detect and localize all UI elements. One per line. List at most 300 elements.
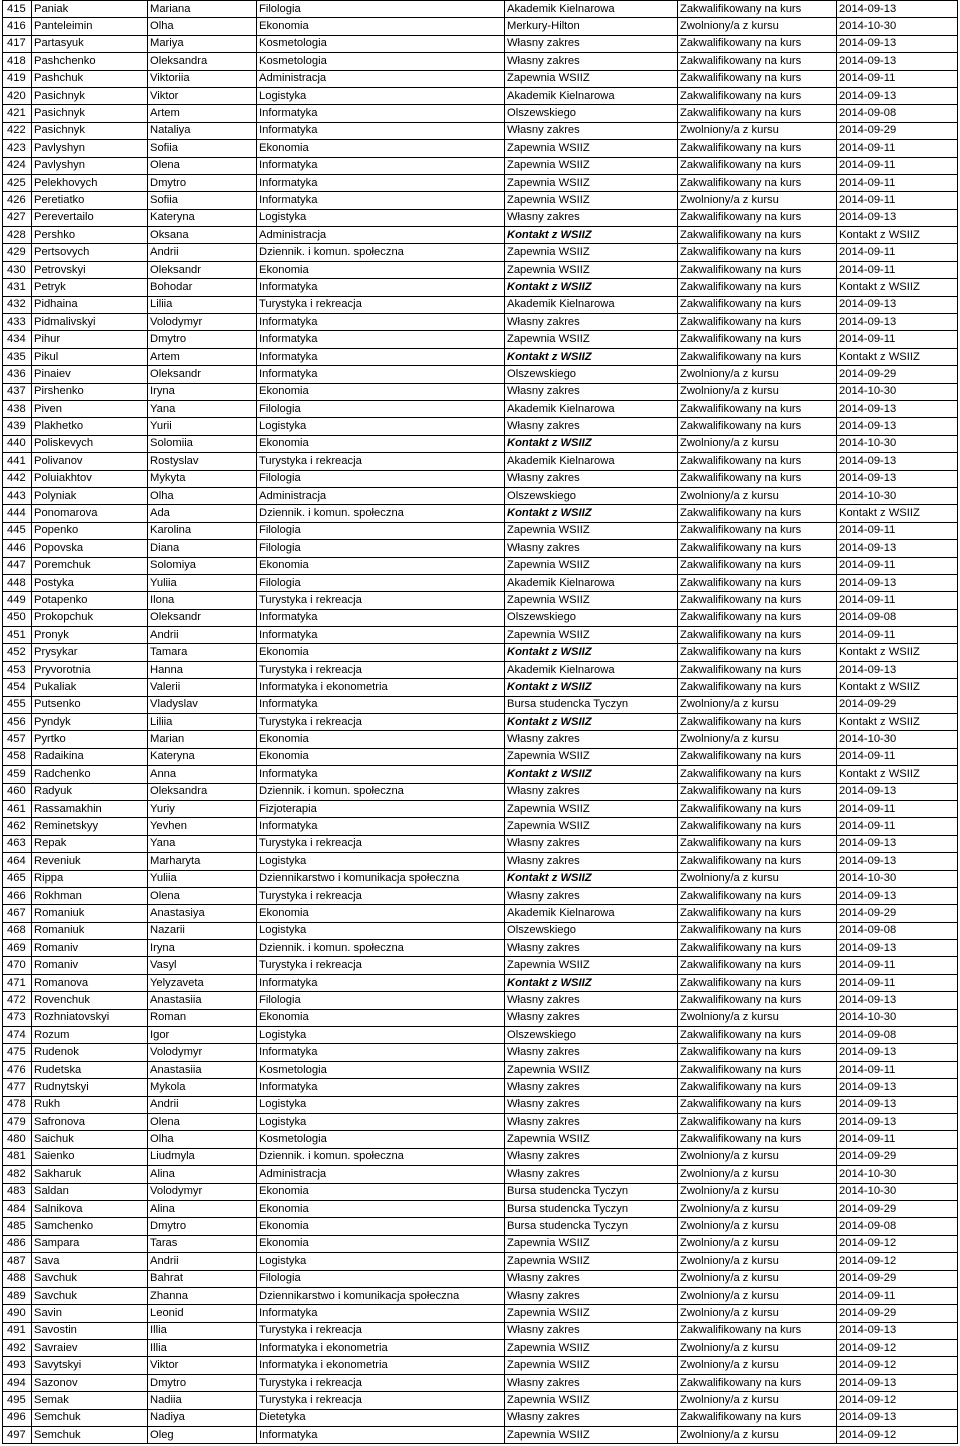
first-name-cell: Volodymyr — [148, 314, 257, 331]
table-row — [3, 522, 958, 539]
first-name-cell: Oksana — [148, 227, 257, 244]
table-row — [3, 1409, 958, 1426]
row-number-cell: 479 — [3, 1114, 32, 1131]
accommodation-cell: Własny zakres — [505, 35, 678, 52]
field-of-study-cell: Informatyka — [257, 818, 505, 835]
row-number-cell: 440 — [3, 435, 32, 452]
field-of-study-cell: Logistyka — [257, 922, 505, 939]
accommodation-cell: Akademik Kielnarowa — [505, 296, 678, 313]
field-of-study-cell: Ekonomia — [257, 1200, 505, 1217]
status-cell: Zwolniony/a z kursu — [678, 1235, 837, 1252]
table-row — [3, 192, 958, 209]
table-row — [3, 53, 958, 70]
last-name-cell: Sava — [32, 1253, 148, 1270]
date-cell: 2014-10-30 — [837, 731, 958, 748]
last-name-cell: Poluiakhtov — [32, 470, 148, 487]
last-name-cell: Pyrtko — [32, 731, 148, 748]
field-of-study-cell: Ekonomia — [257, 1235, 505, 1252]
first-name-cell: Viktor — [148, 1357, 257, 1374]
row-number-cell: 464 — [3, 853, 32, 870]
status-cell: Zakwalifikowany na kurs — [678, 174, 837, 191]
accommodation-cell: Zapewnia WSIIZ — [505, 1131, 678, 1148]
status-cell: Zakwalifikowany na kurs — [678, 348, 837, 365]
accommodation-cell: Zapewnia WSIIZ — [505, 748, 678, 765]
table-row — [3, 348, 958, 365]
accommodation-cell: Zapewnia WSIIZ — [505, 557, 678, 574]
first-name-cell: Yuriy — [148, 800, 257, 817]
last-name-cell: Pelekhovych — [32, 174, 148, 191]
accommodation-cell: Własny zakres — [505, 540, 678, 557]
date-cell: 2014-09-29 — [837, 1148, 958, 1165]
table-row — [3, 1270, 958, 1287]
row-number-cell: 424 — [3, 157, 32, 174]
row-number-cell: 433 — [3, 314, 32, 331]
status-cell: Zakwalifikowany na kurs — [678, 418, 837, 435]
date-cell: 2014-09-08 — [837, 609, 958, 626]
accommodation-cell: Zapewnia WSIIZ — [505, 261, 678, 278]
table-row — [3, 70, 958, 87]
first-name-cell: Vladyslav — [148, 696, 257, 713]
field-of-study-cell: Turystyka i rekreacja — [257, 1392, 505, 1409]
status-cell: Zakwalifikowany na kurs — [678, 818, 837, 835]
last-name-cell: Pashchuk — [32, 70, 148, 87]
last-name-cell: Radyuk — [32, 783, 148, 800]
field-of-study-cell: Administracja — [257, 1166, 505, 1183]
field-of-study-cell: Dziennik. i komun. społeczna — [257, 505, 505, 522]
last-name-cell: Rozum — [32, 1027, 148, 1044]
status-cell: Zwolniony/a z kursu — [678, 122, 837, 139]
table-row — [3, 227, 958, 244]
status-cell: Zakwalifikowany na kurs — [678, 1096, 837, 1113]
accommodation-cell: Akademik Kielnarowa — [505, 905, 678, 922]
first-name-cell: Nataliya — [148, 122, 257, 139]
last-name-cell: Pavlyshyn — [32, 140, 148, 157]
row-number-cell: 430 — [3, 261, 32, 278]
status-cell: Zakwalifikowany na kurs — [678, 783, 837, 800]
date-cell: 2014-09-13 — [837, 314, 958, 331]
row-number-cell: 423 — [3, 140, 32, 157]
field-of-study-cell: Ekonomia — [257, 1218, 505, 1235]
first-name-cell: Kateryna — [148, 748, 257, 765]
date-cell: 2014-10-30 — [837, 383, 958, 400]
field-of-study-cell: Logistyka — [257, 1253, 505, 1270]
accommodation-cell: Własny zakres — [505, 1044, 678, 1061]
first-name-cell: Dmytro — [148, 331, 257, 348]
status-cell: Zakwalifikowany na kurs — [678, 70, 837, 87]
row-number-cell: 494 — [3, 1374, 32, 1391]
date-cell: 2014-10-30 — [837, 487, 958, 504]
row-number-cell: 453 — [3, 661, 32, 678]
field-of-study-cell: Informatyka i ekonometria — [257, 679, 505, 696]
first-name-cell: Solomiia — [148, 435, 257, 452]
first-name-cell: Olena — [148, 887, 257, 904]
accommodation-cell: Własny zakres — [505, 1374, 678, 1391]
status-cell: Zakwalifikowany na kurs — [678, 227, 837, 244]
status-cell: Zakwalifikowany na kurs — [678, 296, 837, 313]
row-number-cell: 437 — [3, 383, 32, 400]
first-name-cell: Andrii — [148, 627, 257, 644]
accommodation-cell: Akademik Kielnarowa — [505, 1, 678, 18]
first-name-cell: Olha — [148, 1131, 257, 1148]
date-cell: 2014-09-13 — [837, 1096, 958, 1113]
accommodation-cell: Własny zakres — [505, 470, 678, 487]
first-name-cell: Marharyta — [148, 853, 257, 870]
status-cell: Zakwalifikowany na kurs — [678, 800, 837, 817]
table-row — [3, 1131, 958, 1148]
status-cell: Zakwalifikowany na kurs — [678, 505, 837, 522]
first-name-cell: Rostyslav — [148, 453, 257, 470]
last-name-cell: Reminetskyy — [32, 818, 148, 835]
field-of-study-cell: Dziennik. i komun. społeczna — [257, 940, 505, 957]
row-number-cell: 417 — [3, 35, 32, 52]
date-cell: 2014-09-13 — [837, 940, 958, 957]
row-number-cell: 490 — [3, 1305, 32, 1322]
first-name-cell: Bohodar — [148, 279, 257, 296]
last-name-cell: Radaikina — [32, 748, 148, 765]
field-of-study-cell: Filologia — [257, 540, 505, 557]
date-cell: 2014-09-11 — [837, 800, 958, 817]
field-of-study-cell: Informatyka — [257, 1079, 505, 1096]
first-name-cell: Olena — [148, 1114, 257, 1131]
status-cell: Zwolniony/a z kursu — [678, 1357, 837, 1374]
table-row — [3, 314, 958, 331]
field-of-study-cell: Fizjoterapia — [257, 800, 505, 817]
accommodation-cell: Zapewnia WSIIZ — [505, 1253, 678, 1270]
date-cell: 2014-09-13 — [837, 887, 958, 904]
first-name-cell: Liliia — [148, 714, 257, 731]
status-cell: Zakwalifikowany na kurs — [678, 644, 837, 661]
first-name-cell: Marian — [148, 731, 257, 748]
first-name-cell: Alina — [148, 1166, 257, 1183]
table-row — [3, 835, 958, 852]
first-name-cell: Tamara — [148, 644, 257, 661]
field-of-study-cell: Logistyka — [257, 853, 505, 870]
accommodation-cell: Własny zakres — [505, 418, 678, 435]
first-name-cell: Dmytro — [148, 1374, 257, 1391]
row-number-cell: 487 — [3, 1253, 32, 1270]
status-cell: Zwolniony/a z kursu — [678, 366, 837, 383]
accommodation-cell: Własny zakres — [505, 1114, 678, 1131]
first-name-cell: Liudmyla — [148, 1148, 257, 1165]
accommodation-cell: Zapewnia WSIIZ — [505, 331, 678, 348]
table-row — [3, 1357, 958, 1374]
row-number-cell: 416 — [3, 18, 32, 35]
last-name-cell: Rippa — [32, 870, 148, 887]
last-name-cell: Pyndyk — [32, 714, 148, 731]
field-of-study-cell: Informatyka — [257, 766, 505, 783]
last-name-cell: Rudetska — [32, 1061, 148, 1078]
status-cell: Zakwalifikowany na kurs — [678, 157, 837, 174]
status-cell: Zakwalifikowany na kurs — [678, 557, 837, 574]
first-name-cell: Iryna — [148, 383, 257, 400]
status-cell: Zwolniony/a z kursu — [678, 1253, 837, 1270]
date-cell: 2014-09-11 — [837, 140, 958, 157]
table-row — [3, 940, 958, 957]
accommodation-cell: Własny zakres — [505, 853, 678, 870]
row-number-cell: 492 — [3, 1340, 32, 1357]
last-name-cell: Pikul — [32, 348, 148, 365]
field-of-study-cell: Turystyka i rekreacja — [257, 453, 505, 470]
first-name-cell: Dmytro — [148, 1218, 257, 1235]
accommodation-cell: Bursa studencka Tyczyn — [505, 696, 678, 713]
status-cell: Zakwalifikowany na kurs — [678, 974, 837, 991]
date-cell: 2014-09-13 — [837, 835, 958, 852]
date-cell: Kontakt z WSIIZ — [837, 505, 958, 522]
status-cell: Zakwalifikowany na kurs — [678, 992, 837, 1009]
table-row — [3, 418, 958, 435]
first-name-cell: Alina — [148, 1200, 257, 1217]
table-row — [3, 592, 958, 609]
accommodation-cell: Zapewnia WSIIZ — [505, 1392, 678, 1409]
last-name-cell: Rassamakhin — [32, 800, 148, 817]
status-cell: Zwolniony/a z kursu — [678, 435, 837, 452]
last-name-cell: Partasyuk — [32, 35, 148, 52]
table-row — [3, 1061, 958, 1078]
last-name-cell: Samchenko — [32, 1218, 148, 1235]
field-of-study-cell: Ekonomia — [257, 731, 505, 748]
date-cell: 2014-09-13 — [837, 540, 958, 557]
status-cell: Zwolniony/a z kursu — [678, 1305, 837, 1322]
date-cell: 2014-09-11 — [837, 1061, 958, 1078]
field-of-study-cell: Filologia — [257, 1270, 505, 1287]
date-cell: Kontakt z WSIIZ — [837, 227, 958, 244]
status-cell: Zwolniony/a z kursu — [678, 1287, 837, 1304]
accommodation-cell: Akademik Kielnarowa — [505, 574, 678, 591]
first-name-cell: Yelyzaveta — [148, 974, 257, 991]
date-cell: 2014-09-29 — [837, 696, 958, 713]
status-cell: Zakwalifikowany na kurs — [678, 279, 837, 296]
first-name-cell: Yana — [148, 835, 257, 852]
status-cell: Zakwalifikowany na kurs — [678, 661, 837, 678]
field-of-study-cell: Informatyka — [257, 627, 505, 644]
accommodation-cell: Zapewnia WSIIZ — [505, 1340, 678, 1357]
field-of-study-cell: Ekonomia — [257, 748, 505, 765]
row-number-cell: 497 — [3, 1427, 32, 1444]
row-number-cell: 458 — [3, 748, 32, 765]
table-row — [3, 1009, 958, 1026]
date-cell: 2014-10-30 — [837, 1166, 958, 1183]
field-of-study-cell: Ekonomia — [257, 1183, 505, 1200]
row-number-cell: 489 — [3, 1287, 32, 1304]
table-row — [3, 1305, 958, 1322]
table-row — [3, 905, 958, 922]
row-number-cell: 427 — [3, 209, 32, 226]
accommodation-cell: Zapewnia WSIIZ — [505, 627, 678, 644]
date-cell: 2014-09-08 — [837, 1027, 958, 1044]
date-cell: 2014-09-11 — [837, 331, 958, 348]
accommodation-cell: Zapewnia WSIIZ — [505, 957, 678, 974]
date-cell: 2014-09-11 — [837, 70, 958, 87]
field-of-study-cell: Turystyka i rekreacja — [257, 957, 505, 974]
table-row — [3, 453, 958, 470]
last-name-cell: Romaniuk — [32, 905, 148, 922]
field-of-study-cell: Dziennikarstwo i komunikacja społeczna — [257, 870, 505, 887]
field-of-study-cell: Informatyka — [257, 157, 505, 174]
last-name-cell: Semchuk — [32, 1427, 148, 1444]
first-name-cell: Bahrat — [148, 1270, 257, 1287]
field-of-study-cell: Informatyka i ekonometria — [257, 1340, 505, 1357]
table-row — [3, 992, 958, 1009]
row-number-cell: 431 — [3, 279, 32, 296]
table-row — [3, 35, 958, 52]
table-row — [3, 366, 958, 383]
last-name-cell: Rozhniatovskyi — [32, 1009, 148, 1026]
table-row — [3, 244, 958, 261]
date-cell: 2014-09-13 — [837, 1, 958, 18]
date-cell: 2014-09-13 — [837, 783, 958, 800]
table-row — [3, 853, 958, 870]
row-number-cell: 468 — [3, 922, 32, 939]
date-cell: 2014-09-08 — [837, 105, 958, 122]
table-row — [3, 1166, 958, 1183]
field-of-study-cell: Informatyka — [257, 105, 505, 122]
field-of-study-cell: Kosmetologia — [257, 1131, 505, 1148]
first-name-cell: Viktoriia — [148, 70, 257, 87]
first-name-cell: Taras — [148, 1235, 257, 1252]
last-name-cell: Popenko — [32, 522, 148, 539]
last-name-cell: Romanova — [32, 974, 148, 991]
date-cell: 2014-09-29 — [837, 905, 958, 922]
first-name-cell: Hanna — [148, 661, 257, 678]
last-name-cell: Pidmalivskyi — [32, 314, 148, 331]
last-name-cell: Paniak — [32, 1, 148, 18]
status-cell: Zakwalifikowany na kurs — [678, 627, 837, 644]
row-number-cell: 442 — [3, 470, 32, 487]
first-name-cell: Oleksandr — [148, 609, 257, 626]
status-cell: Zwolniony/a z kursu — [678, 1200, 837, 1217]
status-cell: Zakwalifikowany na kurs — [678, 1, 837, 18]
status-cell: Zakwalifikowany na kurs — [678, 609, 837, 626]
row-number-cell: 485 — [3, 1218, 32, 1235]
date-cell: 2014-09-29 — [837, 1270, 958, 1287]
date-cell: 2014-09-11 — [837, 192, 958, 209]
field-of-study-cell: Ekonomia — [257, 905, 505, 922]
last-name-cell: Putsenko — [32, 696, 148, 713]
status-cell: Zwolniony/a z kursu — [678, 870, 837, 887]
last-name-cell: Perevertailo — [32, 209, 148, 226]
status-cell: Zakwalifikowany na kurs — [678, 540, 837, 557]
last-name-cell: Pryvorotnia — [32, 661, 148, 678]
date-cell: 2014-09-12 — [837, 1357, 958, 1374]
last-name-cell: Poremchuk — [32, 557, 148, 574]
field-of-study-cell: Informatyka — [257, 314, 505, 331]
date-cell: 2014-09-13 — [837, 853, 958, 870]
first-name-cell: Yurii — [148, 418, 257, 435]
status-cell: Zwolniony/a z kursu — [678, 18, 837, 35]
accommodation-cell: Zapewnia WSIIZ — [505, 140, 678, 157]
row-number-cell: 434 — [3, 331, 32, 348]
last-name-cell: Savostin — [32, 1322, 148, 1339]
last-name-cell: Salnikova — [32, 1200, 148, 1217]
last-name-cell: Pashchenko — [32, 53, 148, 70]
field-of-study-cell: Informatyka — [257, 974, 505, 991]
first-name-cell: Oleksandr — [148, 366, 257, 383]
first-name-cell: Yuliia — [148, 574, 257, 591]
status-cell: Zakwalifikowany na kurs — [678, 1061, 837, 1078]
status-cell: Zakwalifikowany na kurs — [678, 140, 837, 157]
accommodation-cell: Olszewskiego — [505, 1027, 678, 1044]
last-name-cell: Postyka — [32, 574, 148, 591]
accommodation-cell: Kontakt z WSIIZ — [505, 279, 678, 296]
status-cell: Zakwalifikowany na kurs — [678, 331, 837, 348]
last-name-cell: Savchuk — [32, 1287, 148, 1304]
status-cell: Zwolniony/a z kursu — [678, 1218, 837, 1235]
status-cell: Zwolniony/a z kursu — [678, 1148, 837, 1165]
status-cell: Zwolniony/a z kursu — [678, 731, 837, 748]
date-cell: 2014-09-12 — [837, 1427, 958, 1444]
accommodation-cell: Zapewnia WSIIZ — [505, 592, 678, 609]
date-cell: 2014-09-13 — [837, 470, 958, 487]
date-cell: 2014-09-12 — [837, 1253, 958, 1270]
first-name-cell: Igor — [148, 1027, 257, 1044]
row-number-cell: 449 — [3, 592, 32, 609]
field-of-study-cell: Administracja — [257, 487, 505, 504]
row-number-cell: 436 — [3, 366, 32, 383]
date-cell: 2014-09-13 — [837, 87, 958, 104]
first-name-cell: Kateryna — [148, 209, 257, 226]
first-name-cell: Illia — [148, 1322, 257, 1339]
last-name-cell: Sakharuk — [32, 1166, 148, 1183]
row-number-cell: 419 — [3, 70, 32, 87]
first-name-cell: Iryna — [148, 940, 257, 957]
status-cell: Zwolniony/a z kursu — [678, 1009, 837, 1026]
accommodation-cell: Bursa studencka Tyczyn — [505, 1200, 678, 1217]
row-number-cell: 496 — [3, 1409, 32, 1426]
date-cell: 2014-09-11 — [837, 522, 958, 539]
field-of-study-cell: Turystyka i rekreacja — [257, 835, 505, 852]
status-cell: Zwolniony/a z kursu — [678, 487, 837, 504]
last-name-cell: Reveniuk — [32, 853, 148, 870]
accommodation-cell: Własny zakres — [505, 1096, 678, 1113]
row-number-cell: 444 — [3, 505, 32, 522]
first-name-cell: Diana — [148, 540, 257, 557]
first-name-cell: Oleksandr — [148, 261, 257, 278]
status-cell: Zakwalifikowany na kurs — [678, 1131, 837, 1148]
accommodation-cell: Zapewnia WSIIZ — [505, 192, 678, 209]
status-cell: Zwolniony/a z kursu — [678, 1270, 837, 1287]
first-name-cell: Valerii — [148, 679, 257, 696]
table-row — [3, 957, 958, 974]
table-row — [3, 296, 958, 313]
field-of-study-cell: Ekonomia — [257, 1009, 505, 1026]
first-name-cell: Artem — [148, 105, 257, 122]
first-name-cell: Volodymyr — [148, 1183, 257, 1200]
first-name-cell: Karolina — [148, 522, 257, 539]
last-name-cell: Prysykar — [32, 644, 148, 661]
date-cell: 2014-09-08 — [837, 1218, 958, 1235]
table-row — [3, 18, 958, 35]
table-row — [3, 748, 958, 765]
date-cell: 2014-09-13 — [837, 209, 958, 226]
first-name-cell: Olha — [148, 18, 257, 35]
status-cell: Zakwalifikowany na kurs — [678, 922, 837, 939]
accommodation-cell: Własny zakres — [505, 53, 678, 70]
status-cell: Zakwalifikowany na kurs — [678, 470, 837, 487]
date-cell: 2014-09-11 — [837, 748, 958, 765]
date-cell: 2014-09-29 — [837, 1200, 958, 1217]
accommodation-cell: Własny zakres — [505, 835, 678, 852]
last-name-cell: Pertsovych — [32, 244, 148, 261]
last-name-cell: Savraiev — [32, 1340, 148, 1357]
status-cell: Zwolniony/a z kursu — [678, 383, 837, 400]
table-row — [3, 209, 958, 226]
field-of-study-cell: Turystyka i rekreacja — [257, 1374, 505, 1391]
table-row — [3, 1148, 958, 1165]
field-of-study-cell: Dziennik. i komun. społeczna — [257, 1148, 505, 1165]
date-cell: 2014-09-29 — [837, 122, 958, 139]
accommodation-cell: Własny zakres — [505, 1270, 678, 1287]
field-of-study-cell: Kosmetologia — [257, 35, 505, 52]
